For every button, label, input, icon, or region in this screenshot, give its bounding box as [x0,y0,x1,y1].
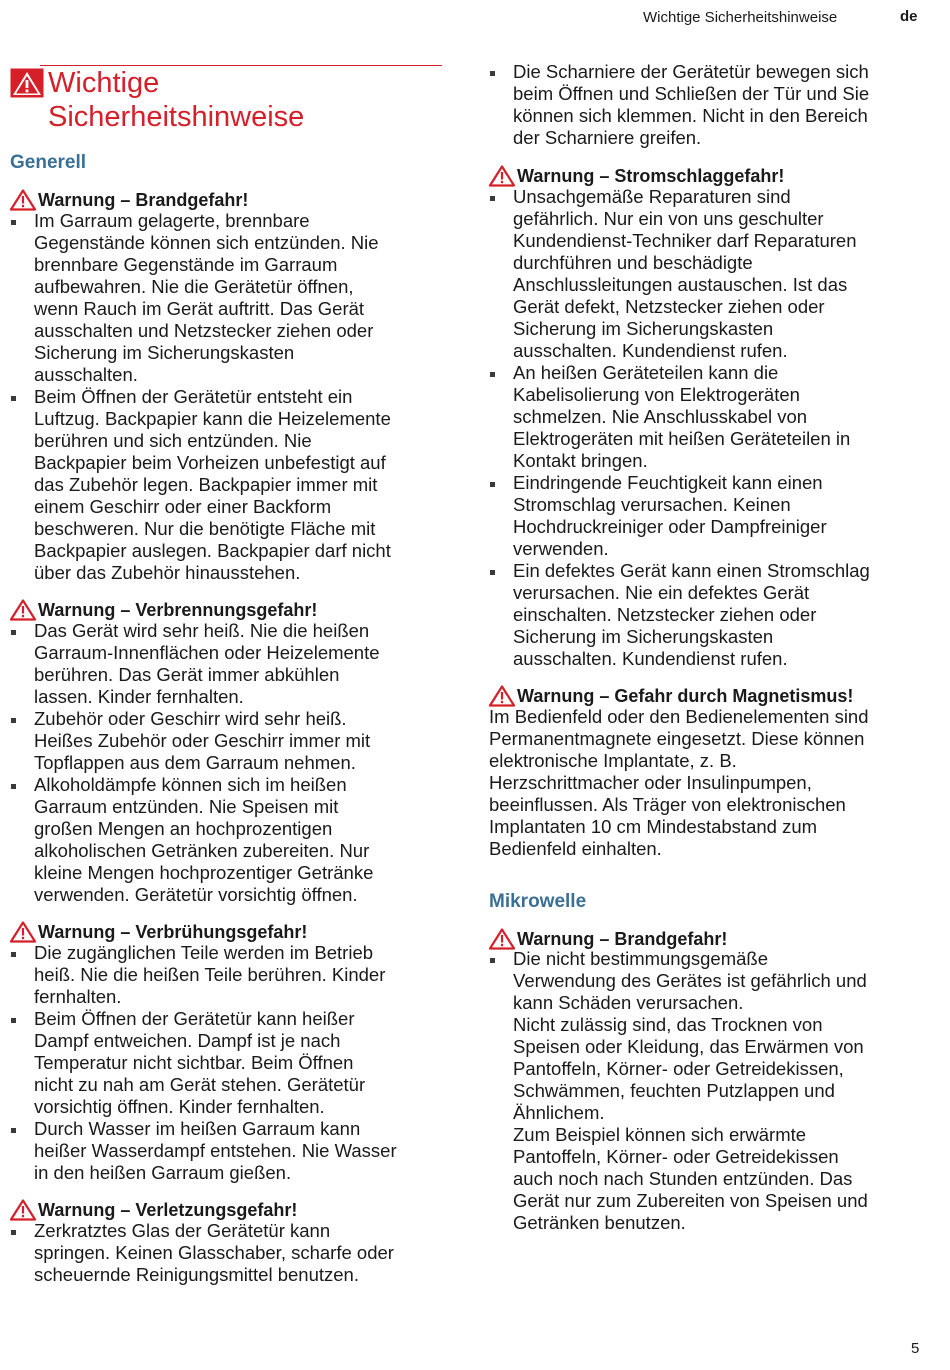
page-title [10,66,304,134]
warning-heading-strom [489,165,784,187]
list-item: Beim Öffnen der Gerätetür entsteht ein Luftzug. Backpapier kann die Heizelemente berühren und sich entzünden. Nie Backpapier beim Vorheizen unbefestigt auf das Zubehör legen. Backpapier immer mit einem Geschirr oder einer Backform beschweren. Nur die benötigte Fläche mit Backpapier auslegen. Backpapier darf nicht über das Zubehör hinausstehen. [10,386,442,584]
list-item: Die zugänglichen Teile werden im Betrieb heiß. Nie die heißen Teile berühren. Kinder fernhalten. [10,942,442,1008]
warning-heading-verletzung [10,1199,297,1221]
warning-icon [10,189,36,211]
section-heading-generell: Generell [10,152,87,173]
warning-heading-text: Warnung – Brandgefahr! [517,929,728,949]
running-header-title: Wichtige Sicherheitshinweise [643,9,838,26]
list-item: Zerkratztes Glas der Gerätetür kann springen. Keinen Glasschaber, scharfe oder scheuernde Reinigungsmittel benutzen. [10,1220,442,1286]
scharniere-list [489,61,929,149]
warning-heading-verbruehung [10,921,307,943]
warning-heading-brand-mikrowelle [489,928,727,950]
section-heading-mikrowelle: Mikrowelle [489,891,587,912]
warning-heading-text: Warnung – Brandgefahr! [38,190,249,210]
list-item: An heißen Geräteteilen kann die Kabelisolierung von Elektrogeräten schmelzen. Nie Anschlusskabel von Elektrogeräten mit heißen Geräteteilen in Kontakt bringen. [489,362,929,472]
verbruehung-list [10,942,442,1184]
warning-heading-text: Warnung – Verletzungsgefahr! [38,1200,298,1220]
verbrennung-list [10,620,442,906]
list-item: Ein defektes Gerät kann einen Stromschlag verursachen. Nie ein defektes Gerät einschalten. Netzstecker ziehen oder Sicherung im Sicherungskasten ausschalten. Kundendienst rufen. [489,560,929,670]
list-item: Beim Öffnen der Gerätetür kann heißer Dampf entweichen. Dampf ist je nach Temperatur nicht sichtbar. Beim Öffnen nicht zu nah am Gerät stehen. Gerätetür vorsichtig öffnen. Kinder fernhalten. [10,1008,442,1118]
mikrowelle-brand-list [489,948,929,1234]
list-item: Unsachgemäße Reparaturen sind gefährlich. Nur ein von uns geschulter Kundendienst-Techniker darf Reparaturen durchführen und beschädigte Anschlussleitungen austauschen. Ist das Gerät defekt, Netzstecker ziehen oder Sicherung im Sicherungskasten ausschalten. Kundendienst rufen. [489,186,929,362]
brand-list [10,210,442,584]
strom-list [489,186,929,670]
warning-icon [10,1199,36,1221]
warning-heading-brand [10,189,248,211]
list-item: Zubehör oder Geschirr wird sehr heiß. Heißes Zubehör oder Geschirr immer mit Topflappen aus dem Garraum nehmen. [10,708,442,774]
page-title-text: Wichtige Sicherheitshinweise [48,67,305,133]
warning-icon [489,165,515,187]
warning-heading-text: Warnung – Stromschlaggefahr! [517,166,785,186]
warning-heading-text: Warnung – Verbrühungsgefahr! [38,922,308,942]
warning-icon [489,928,515,950]
language-code: de [900,8,918,25]
warning-heading-text: Warnung – Verbrennungsgefahr! [38,600,318,620]
list-item: Die Scharniere der Gerätetür bewegen sich beim Öffnen und Schließen der Tür und Sie können sich klemmen. Nicht in den Bereich der Scharniere greifen. [489,61,929,149]
list-item: Im Garraum gelagerte, brennbare Gegenstände können sich entzünden. Nie brennbare Gegenstände im Garraum aufbewahren. Nie die Gerätetür öffnen, wenn Rauch im Gerät auftritt. Das Gerät ausschalten und Netzstecker ziehen oder Sicherung im Sicherungskasten ausschalten. [10,210,442,386]
warning-heading-text: Warnung – Gefahr durch Magnetismus! [517,686,854,706]
warning-icon [10,599,36,621]
magnet-paragraph: Im Bedienfeld oder den Bedienelementen sind Permanentmagnete eingesetzt. Diese können elektronische Implantate, z. B. Herzschrittmacher oder Insulinpumpen, beeinflussen. Als Träger von elektronischen Implantaten 10 cm Mindestabstand zum Bedienfeld einhalten. [489,706,869,859]
list-item: Eindringende Feuchtigkeit kann einen Stromschlag verursachen. Keinen Hochdruckreiniger oder Dampfreiniger verwenden. [489,472,929,560]
page-number: 5 [911,1340,920,1357]
list-item: Alkoholdämpfe können sich im heißen Garraum entzünden. Nie Speisen mit großen Mengen an hochprozentigen alkoholischen Getränken zubereiten. Nur kleine Mengen hochprozentiger Getränke verwenden. Gerätetür vorsichtig öffnen. [10,774,442,906]
warning-icon [10,921,36,943]
list-item: Die nicht bestimmungsgemäße Verwendung des Gerätes ist gefährlich und kann Schäden verursachen. Nicht zulässig sind, das Trocknen von Speisen oder Kleidung, das Erwärmen von Pantoffeln, Körner- oder Getreidekissen, Schwämmen, feuchten Putzlappen und Ähnlichem. Zum Beispiel können sich erwärmte Pantoffeln, Körner- oder Getreidekissen auch noch nach Stunden entzünden. Das Gerät nur zum Zubereiten von Speisen und Getränken benutzen. [489,948,929,1234]
warning-heading-verbrennung [10,599,317,621]
warning-heading-magnet [489,685,853,707]
warning-icon [489,685,515,707]
warning-icon-large [10,68,44,98]
verletzung-list [10,1220,442,1286]
list-item: Das Gerät wird sehr heiß. Nie die heißen Garraum-Innenflächen oder Heizelemente berühren. Das Gerät immer abkühlen lassen. Kinder fernhalten. [10,620,442,708]
list-item: Durch Wasser im heißen Garraum kann heißer Wasserdampf entstehen. Nie Wasser in den heißen Garraum gießen. [10,1118,442,1184]
